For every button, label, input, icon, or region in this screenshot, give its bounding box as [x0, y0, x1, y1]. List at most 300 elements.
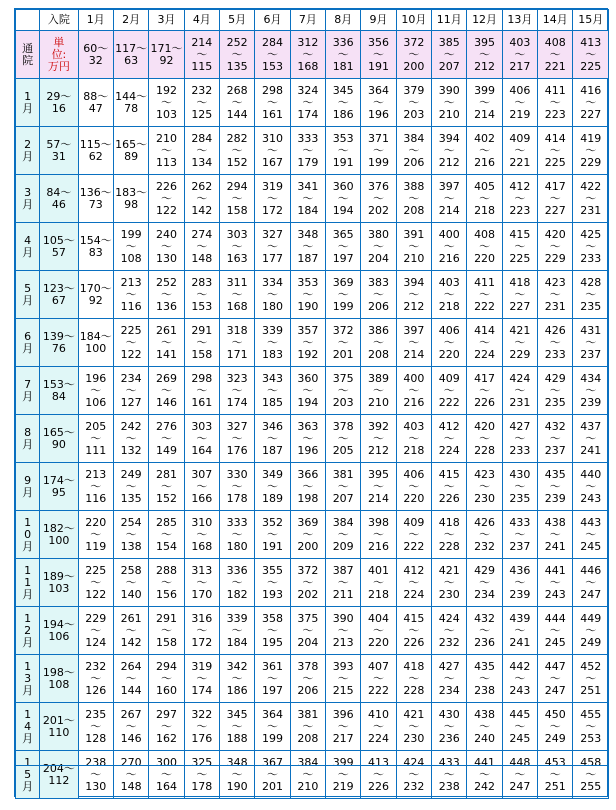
month-header: 12月 — [467, 10, 502, 31]
compensation-table-frame — [14, 8, 608, 797]
table-row — [16, 223, 609, 271]
combined-cell: 452 ～ 251 — [573, 655, 609, 703]
outpatient-month-label: 1 月 — [16, 79, 40, 127]
outpatient-month-label: 6 月 — [16, 319, 40, 367]
combined-cell: 199 ～ 108 — [113, 223, 148, 271]
combined-cell: 442 ～ 243 — [502, 655, 537, 703]
table-row — [16, 415, 609, 463]
combined-cell: 405 ～ 218 — [467, 175, 502, 223]
combined-cell: 444 ～ 245 — [538, 607, 573, 655]
combined-cell: 441 ～ 243 — [538, 559, 573, 607]
combined-cell: 184～ 100 — [78, 319, 113, 367]
combined-cell: 339 ～ 184 — [219, 607, 254, 655]
combined-cell: 397 ～ 214 — [432, 175, 467, 223]
combined-cell: 369 ～ 200 — [290, 511, 325, 559]
combined-cell: 333 ～ 180 — [219, 511, 254, 559]
combined-cell: 410 ～ 224 — [361, 703, 396, 751]
combined-cell: 283 ～ 153 — [184, 271, 219, 319]
admission-only-cell: 57～ 31 — [40, 127, 78, 175]
combined-cell: 458 ～ 255 — [573, 751, 609, 799]
combined-cell: 413 ～ 226 — [361, 751, 396, 799]
combined-cell: 447 ～ 247 — [538, 655, 573, 703]
combined-cell: 276 ～ 149 — [149, 415, 184, 463]
outpatient-month-label: 3 月 — [16, 175, 40, 223]
combined-cell: 229 ～ 124 — [78, 607, 113, 655]
combined-cell: 352 ～ 191 — [255, 511, 290, 559]
outpatient-only-cell: 395 ～ 212 — [467, 31, 502, 79]
combined-cell: 345 ～ 186 — [326, 79, 361, 127]
combined-cell: 415 ～ 225 — [502, 223, 537, 271]
combined-cell: 438 ～ 241 — [538, 511, 573, 559]
admission-header: 入院 — [40, 10, 78, 31]
combined-cell: 389 ～ 210 — [361, 367, 396, 415]
combined-cell: 345 ～ 188 — [219, 703, 254, 751]
month-header: 5月 — [219, 10, 254, 31]
outpatient-only-cell: 408 ～ 221 — [538, 31, 573, 79]
outpatient-only-cell: 284 ～ 153 — [255, 31, 290, 79]
combined-cell: 324 ～ 174 — [290, 79, 325, 127]
combined-cell: 432 ～ 237 — [538, 415, 573, 463]
combined-cell: 339 ～ 183 — [255, 319, 290, 367]
combined-cell: 381 ～ 207 — [326, 463, 361, 511]
admission-only-cell: 174～ 95 — [40, 463, 78, 511]
combined-cell: 423 ～ 230 — [467, 463, 502, 511]
month-header: 10月 — [396, 10, 431, 31]
combined-cell: 365 ～ 197 — [326, 223, 361, 271]
combined-cell: 234 ～ 127 — [113, 367, 148, 415]
outpatient-only-cell: 403 ～ 217 — [502, 31, 537, 79]
combined-cell: 342 ～ 186 — [219, 655, 254, 703]
combined-cell: 426 ～ 232 — [467, 511, 502, 559]
combined-cell: 254 ～ 138 — [113, 511, 148, 559]
month-header: 2月 — [113, 10, 148, 31]
combined-cell: 249 ～ 135 — [113, 463, 148, 511]
compensation-table — [15, 9, 609, 799]
combined-cell: 394 ～ 212 — [396, 271, 431, 319]
combined-cell: 349 ～ 189 — [255, 463, 290, 511]
combined-cell: 433 ～ 238 — [432, 751, 467, 799]
admission-only-cell: 204～ 112 — [40, 751, 78, 799]
combined-cell: 450 ～ 249 — [538, 703, 573, 751]
combined-cell: 313 ～ 170 — [184, 559, 219, 607]
combined-cell: 430 ～ 235 — [502, 463, 537, 511]
combined-cell: 408 ～ 220 — [467, 223, 502, 271]
combined-cell: 418 ～ 228 — [396, 655, 431, 703]
combined-cell: 424 ～ 231 — [502, 367, 537, 415]
outpatient-only-cell: 214 ～ 115 — [184, 31, 219, 79]
combined-cell: 412 ～ 223 — [502, 175, 537, 223]
combined-cell: 136～ 73 — [78, 175, 113, 223]
combined-cell: 387 ～ 211 — [326, 559, 361, 607]
combined-cell: 154～ 83 — [78, 223, 113, 271]
combined-cell: 378 ～ 205 — [326, 415, 361, 463]
month-header: 13月 — [502, 10, 537, 31]
combined-cell: 455 ～ 253 — [573, 703, 609, 751]
combined-cell: 88～ 47 — [78, 79, 113, 127]
combined-cell: 443 ～ 245 — [573, 511, 609, 559]
table-row — [16, 463, 609, 511]
outpatient-month-label: 7 月 — [16, 367, 40, 415]
combined-cell: 418 ～ 228 — [432, 511, 467, 559]
combined-cell: 415 ～ 226 — [432, 463, 467, 511]
combined-cell: 294 ～ 158 — [219, 175, 254, 223]
combined-cell: 333 ～ 179 — [290, 127, 325, 175]
combined-cell: 415 ～ 226 — [396, 607, 431, 655]
combined-cell: 378 ～ 206 — [290, 655, 325, 703]
combined-cell: 396 ～ 217 — [326, 703, 361, 751]
combined-cell: 367 ～ 201 — [255, 751, 290, 799]
admission-only-cell: 198～ 108 — [40, 655, 78, 703]
outpatient-only-cell: 356 ～ 191 — [361, 31, 396, 79]
combined-cell: 291 ～ 158 — [184, 319, 219, 367]
combined-cell: 393 ～ 215 — [326, 655, 361, 703]
combined-cell: 375 ～ 204 — [290, 607, 325, 655]
combined-cell: 411 ～ 222 — [467, 271, 502, 319]
combined-cell: 436 ～ 239 — [502, 559, 537, 607]
combined-cell: 291 ～ 158 — [149, 607, 184, 655]
combined-cell: 311 ～ 168 — [219, 271, 254, 319]
combined-cell: 334 ～ 180 — [255, 271, 290, 319]
combined-cell: 417 ～ 226 — [467, 367, 502, 415]
combined-cell: 358 ～ 195 — [255, 607, 290, 655]
combined-cell: 440 ～ 243 — [573, 463, 609, 511]
table-row — [16, 175, 609, 223]
outpatient-month-label: 1 2 月 — [16, 607, 40, 655]
combined-cell: 318 ～ 171 — [219, 319, 254, 367]
combined-cell: 425 ～ 233 — [573, 223, 609, 271]
combined-cell: 372 ～ 201 — [326, 319, 361, 367]
combined-cell: 404 ～ 220 — [361, 607, 396, 655]
combined-cell: 363 ～ 196 — [290, 415, 325, 463]
table-row — [16, 703, 609, 751]
combined-cell: 235 ～ 128 — [78, 703, 113, 751]
combined-cell: 232 ～ 126 — [78, 655, 113, 703]
combined-cell: 316 ～ 172 — [184, 607, 219, 655]
combined-cell: 421 ～ 230 — [396, 703, 431, 751]
combined-cell: 322 ～ 176 — [184, 703, 219, 751]
table-row — [16, 271, 609, 319]
combined-cell: 323 ～ 174 — [219, 367, 254, 415]
combined-cell: 348 ～ 190 — [219, 751, 254, 799]
combined-cell: 409 ～ 222 — [432, 367, 467, 415]
table-row — [16, 319, 609, 367]
combined-cell: 238 ～ 130 — [78, 751, 113, 799]
combined-cell: 225 ～ 122 — [113, 319, 148, 367]
combined-cell: 353 ～ 191 — [326, 127, 361, 175]
combined-cell: 406 ～ 219 — [502, 79, 537, 127]
table-row — [16, 655, 609, 703]
combined-cell: 226 ～ 122 — [149, 175, 184, 223]
combined-cell: 371 ～ 199 — [361, 127, 396, 175]
combined-cell: 435 ～ 238 — [467, 655, 502, 703]
admission-only-cell: 201～ 110 — [40, 703, 78, 751]
combined-cell: 403 ～ 218 — [396, 415, 431, 463]
combined-cell: 384 ～ 209 — [326, 511, 361, 559]
admission-only-cell: 123～ 67 — [40, 271, 78, 319]
outpatient-month-label: 8 月 — [16, 415, 40, 463]
combined-cell: 170～ 92 — [78, 271, 113, 319]
combined-cell: 288 ～ 156 — [149, 559, 184, 607]
month-header: 14月 — [538, 10, 573, 31]
outpatient-month-label: 5 月 — [16, 271, 40, 319]
combined-cell: 427 ～ 234 — [432, 655, 467, 703]
unit-label: 単 位: 万円 — [40, 31, 78, 79]
combined-cell: 427 ～ 233 — [502, 415, 537, 463]
combined-cell: 402 ～ 216 — [467, 127, 502, 175]
header-row — [16, 10, 609, 31]
combined-cell: 421 ～ 229 — [502, 319, 537, 367]
combined-cell: 400 ～ 216 — [396, 367, 431, 415]
outpatient-month-label: 9 月 — [16, 463, 40, 511]
combined-cell: 261 ～ 142 — [113, 607, 148, 655]
table-body — [16, 31, 609, 799]
combined-cell: 240 ～ 130 — [149, 223, 184, 271]
combined-cell: 298 ～ 161 — [184, 367, 219, 415]
combined-cell: 384 ～ 206 — [396, 127, 431, 175]
combined-cell: 353 ～ 190 — [290, 271, 325, 319]
combined-cell: 144～ 78 — [113, 79, 148, 127]
combined-cell: 422 ～ 231 — [573, 175, 609, 223]
combined-cell: 431 ～ 237 — [573, 319, 609, 367]
combined-cell: 380 ～ 204 — [361, 223, 396, 271]
combined-cell: 388 ～ 208 — [396, 175, 431, 223]
outpatient-only-row — [16, 31, 609, 79]
combined-cell: 361 ～ 197 — [255, 655, 290, 703]
combined-cell: 409 ～ 222 — [396, 511, 431, 559]
combined-cell: 281 ～ 152 — [149, 463, 184, 511]
combined-cell: 424 ～ 232 — [432, 607, 467, 655]
outpatient-label: 通 院 — [16, 31, 40, 79]
combined-cell: 213 ～ 116 — [78, 463, 113, 511]
admission-only-cell: 153～ 84 — [40, 367, 78, 415]
outpatient-month-label: 2 月 — [16, 127, 40, 175]
combined-cell: 432 ～ 236 — [467, 607, 502, 655]
combined-cell: 428 ～ 235 — [573, 271, 609, 319]
combined-cell: 366 ～ 198 — [290, 463, 325, 511]
combined-cell: 381 ～ 208 — [290, 703, 325, 751]
table-row — [16, 607, 609, 655]
outpatient-only-cell: 413 ～ 225 — [573, 31, 609, 79]
combined-cell: 399 ～ 214 — [467, 79, 502, 127]
outpatient-only-cell: 117～ 63 — [113, 31, 148, 79]
outpatient-only-cell: 252 ～ 135 — [219, 31, 254, 79]
combined-cell: 192 ～ 103 — [149, 79, 184, 127]
combined-cell: 282 ～ 152 — [219, 127, 254, 175]
combined-cell: 417 ～ 227 — [538, 175, 573, 223]
outpatient-only-cell: 60～ 32 — [78, 31, 113, 79]
combined-cell: 307 ～ 166 — [184, 463, 219, 511]
combined-cell: 319 ～ 172 — [255, 175, 290, 223]
combined-cell: 394 ～ 212 — [432, 127, 467, 175]
combined-cell: 346 ～ 187 — [255, 415, 290, 463]
combined-cell: 386 ～ 208 — [361, 319, 396, 367]
combined-cell: 267 ～ 146 — [113, 703, 148, 751]
admission-only-cell: 105～ 57 — [40, 223, 78, 271]
month-header: 8月 — [326, 10, 361, 31]
combined-cell: 196 ～ 106 — [78, 367, 113, 415]
combined-cell: 435 ～ 239 — [538, 463, 573, 511]
combined-cell: 372 ～ 202 — [290, 559, 325, 607]
combined-cell: 348 ～ 187 — [290, 223, 325, 271]
combined-cell: 360 ～ 194 — [326, 175, 361, 223]
month-header: 6月 — [255, 10, 290, 31]
outpatient-month-label: 1 3 月 — [16, 655, 40, 703]
corner-cell — [16, 10, 40, 31]
combined-cell: 375 ～ 203 — [326, 367, 361, 415]
combined-cell: 448 ～ 247 — [502, 751, 537, 799]
outpatient-only-cell: 385 ～ 207 — [432, 31, 467, 79]
combined-cell: 401 ～ 218 — [361, 559, 396, 607]
combined-cell: 220 ～ 119 — [78, 511, 113, 559]
combined-cell: 418 ～ 227 — [502, 271, 537, 319]
combined-cell: 399 ～ 219 — [326, 751, 361, 799]
outpatient-month-label: 1 0 月 — [16, 511, 40, 559]
combined-cell: 426 ～ 233 — [538, 319, 573, 367]
combined-cell: 420 ～ 229 — [538, 223, 573, 271]
combined-cell: 183～ 98 — [113, 175, 148, 223]
combined-cell: 430 ～ 236 — [432, 703, 467, 751]
month-header: 1月 — [78, 10, 113, 31]
combined-cell: 390 ～ 210 — [432, 79, 467, 127]
outpatient-month-label: 4 月 — [16, 223, 40, 271]
combined-cell: 341 ～ 184 — [290, 175, 325, 223]
combined-cell: 242 ～ 132 — [113, 415, 148, 463]
combined-cell: 327 ～ 176 — [219, 415, 254, 463]
combined-cell: 383 ～ 206 — [361, 271, 396, 319]
admission-only-cell: 194～ 106 — [40, 607, 78, 655]
admission-only-cell: 182～ 100 — [40, 511, 78, 559]
outpatient-only-cell: 312 ～ 168 — [290, 31, 325, 79]
combined-cell: 429 ～ 235 — [538, 367, 573, 415]
combined-cell: 453 ～ 251 — [538, 751, 573, 799]
combined-cell: 406 ～ 220 — [396, 463, 431, 511]
combined-cell: 319 ～ 174 — [184, 655, 219, 703]
combined-cell: 421 ～ 230 — [432, 559, 467, 607]
combined-cell: 336 ～ 182 — [219, 559, 254, 607]
combined-cell: 429 ～ 234 — [467, 559, 502, 607]
combined-cell: 269 ～ 146 — [149, 367, 184, 415]
month-header: 3月 — [149, 10, 184, 31]
combined-cell: 414 ～ 225 — [538, 127, 573, 175]
combined-cell: 268 ～ 144 — [219, 79, 254, 127]
combined-cell: 433 ～ 237 — [502, 511, 537, 559]
combined-cell: 441 ～ 242 — [467, 751, 502, 799]
combined-cell: 449 ～ 249 — [573, 607, 609, 655]
combined-cell: 406 ～ 220 — [432, 319, 467, 367]
combined-cell: 303 ～ 163 — [219, 223, 254, 271]
combined-cell: 397 ～ 214 — [396, 319, 431, 367]
combined-cell: 264 ～ 144 — [113, 655, 148, 703]
combined-cell: 357 ～ 192 — [290, 319, 325, 367]
combined-cell: 412 ～ 224 — [432, 415, 467, 463]
combined-cell: 165～ 89 — [113, 127, 148, 175]
combined-cell: 420 ～ 228 — [467, 415, 502, 463]
combined-cell: 409 ～ 221 — [502, 127, 537, 175]
combined-cell: 310 ～ 167 — [255, 127, 290, 175]
combined-cell: 210 ～ 113 — [149, 127, 184, 175]
outpatient-month-label: 1 1 月 — [16, 559, 40, 607]
combined-cell: 395 ～ 214 — [361, 463, 396, 511]
table-row — [16, 559, 609, 607]
combined-cell: 232 ～ 125 — [184, 79, 219, 127]
combined-cell: 261 ～ 141 — [149, 319, 184, 367]
combined-cell: 327 ～ 177 — [255, 223, 290, 271]
outpatient-only-cell: 336 ～ 181 — [326, 31, 361, 79]
combined-cell: 343 ～ 185 — [255, 367, 290, 415]
combined-cell: 376 ～ 202 — [361, 175, 396, 223]
month-header: 11月 — [432, 10, 467, 31]
combined-cell: 384 ～ 210 — [290, 751, 325, 799]
combined-cell: 445 ～ 245 — [502, 703, 537, 751]
combined-cell: 252 ～ 136 — [149, 271, 184, 319]
outpatient-month-label: 1 4 月 — [16, 703, 40, 751]
combined-cell: 310 ～ 168 — [184, 511, 219, 559]
combined-cell: 369 ～ 199 — [326, 271, 361, 319]
admission-only-cell: 84～ 46 — [40, 175, 78, 223]
table-row — [16, 79, 609, 127]
combined-cell: 424 ～ 232 — [396, 751, 431, 799]
combined-cell: 270 ～ 148 — [113, 751, 148, 799]
combined-cell: 303 ～ 164 — [184, 415, 219, 463]
combined-cell: 298 ～ 161 — [255, 79, 290, 127]
combined-cell: 379 ～ 203 — [396, 79, 431, 127]
month-header: 9月 — [361, 10, 396, 31]
combined-cell: 284 ～ 134 — [184, 127, 219, 175]
combined-cell: 360 ～ 194 — [290, 367, 325, 415]
combined-cell: 213 ～ 116 — [113, 271, 148, 319]
table-row — [16, 127, 609, 175]
combined-cell: 438 ～ 240 — [467, 703, 502, 751]
combined-cell: 398 ～ 216 — [361, 511, 396, 559]
combined-cell: 355 ～ 193 — [255, 559, 290, 607]
combined-cell: 434 ～ 239 — [573, 367, 609, 415]
combined-cell: 205 ～ 111 — [78, 415, 113, 463]
combined-cell: 262 ～ 142 — [184, 175, 219, 223]
table-row — [16, 511, 609, 559]
admission-only-cell: 29～ 16 — [40, 79, 78, 127]
combined-cell: 391 ～ 210 — [396, 223, 431, 271]
outpatient-only-cell: 372 ～ 200 — [396, 31, 431, 79]
combined-cell: 439 ～ 241 — [502, 607, 537, 655]
combined-cell: 392 ～ 212 — [361, 415, 396, 463]
admission-only-cell: 189～ 103 — [40, 559, 78, 607]
admission-only-cell: 165～ 90 — [40, 415, 78, 463]
outpatient-only-cell: 171～ 92 — [149, 31, 184, 79]
combined-cell: 300 ～ 164 — [149, 751, 184, 799]
combined-cell: 423 ～ 231 — [538, 271, 573, 319]
combined-cell: 294 ～ 160 — [149, 655, 184, 703]
combined-cell: 330 ～ 178 — [219, 463, 254, 511]
combined-cell: 416 ～ 227 — [573, 79, 609, 127]
combined-cell: 419 ～ 229 — [573, 127, 609, 175]
admission-only-cell: 139～ 76 — [40, 319, 78, 367]
combined-cell: 446 ～ 247 — [573, 559, 609, 607]
combined-cell: 325 ～ 178 — [184, 751, 219, 799]
month-header: 15月 — [573, 10, 609, 31]
combined-cell: 364 ～ 199 — [255, 703, 290, 751]
combined-cell: 297 ～ 162 — [149, 703, 184, 751]
table-footer-empty — [15, 765, 607, 797]
combined-cell: 364 ～ 196 — [361, 79, 396, 127]
combined-cell: 412 ～ 224 — [396, 559, 431, 607]
month-header: 4月 — [184, 10, 219, 31]
combined-cell: 258 ～ 140 — [113, 559, 148, 607]
combined-cell: 400 ～ 216 — [432, 223, 467, 271]
combined-cell: 285 ～ 154 — [149, 511, 184, 559]
combined-cell: 437 ～ 241 — [573, 415, 609, 463]
combined-cell: 115～ 62 — [78, 127, 113, 175]
combined-cell: 414 ～ 224 — [467, 319, 502, 367]
